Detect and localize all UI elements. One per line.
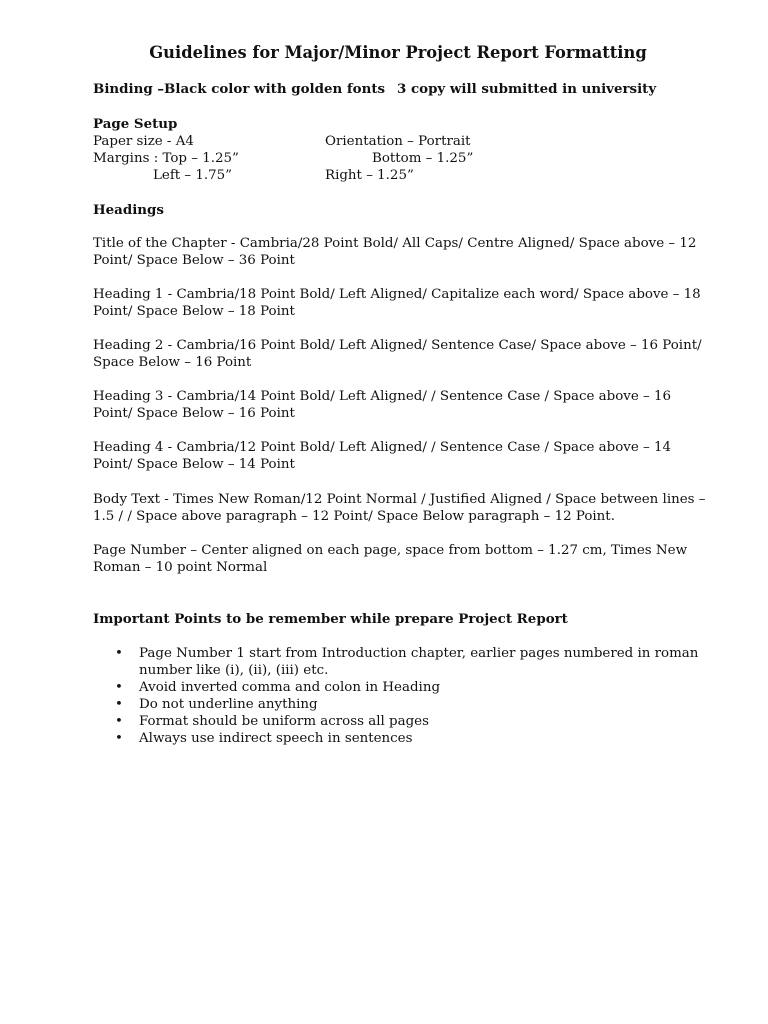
page-number-line-1: Page Number – Center aligned on each page, space from bottom – 1.27 cm, Times New [93,543,688,558]
list-item [93,713,698,730]
margins-left: Left – 1.75” [153,168,233,183]
binding-line [93,81,657,98]
chapter-title-line-2: Point/ Space Below – 36 Point [93,253,295,268]
body-text-line-2: 1.5 / / Space above paragraph – 12 Point/ Space Below paragraph – 12 Point. [93,509,615,524]
list-item-line-1: Page Number 1 start from Introduction chapter, earlier pages numbered in roman [139,646,699,661]
heading4-rule [93,439,703,473]
list-item [93,679,698,696]
page-number-rule [93,542,703,576]
list-item-text: Avoid inverted comma and colon in Heading [139,680,441,695]
heading2-rule [93,337,703,371]
heading2-line-1: Heading 2 - Cambria/16 Point Bold/ Left Aligned/ Sentence Case/ Space above – 16 Point/ [93,338,702,353]
important-points-heading: Important Points to be remember while prepare Project Report [93,611,568,627]
margins-bottom: Bottom – 1.25” [372,151,474,166]
margins-top: Margins : Top – 1.25” [93,151,239,166]
heading2-line-2: Space Below – 16 Point [93,355,252,370]
document-title: Guidelines for Major/Minor Project Report Formatting [149,43,647,62]
bullet-icon: • [115,714,123,729]
binding-label: Binding –Black color with golden fonts [93,81,386,97]
heading4-line-2: Point/ Space Below – 14 Point [93,457,295,472]
paper-size: Paper size - A4 [93,134,194,149]
heading1-rule [93,286,703,320]
copies-label: 3 copy will submitted in university [397,81,657,97]
heading1-line-1: Heading 1 - Cambria/18 Point Bold/ Left Aligned/ Capitalize each word/ Space above – 18 [93,287,701,302]
list-item-text: Always use indirect speech in sentences [139,731,413,746]
heading3-rule [93,388,703,422]
heading1-line-2: Point/ Space Below – 18 Point [93,304,295,319]
body-text-line-1: Body Text - Times New Roman/12 Point Normal / Justified Aligned / Space between lines – [93,492,706,507]
list-item-text: Do not underline anything [139,697,318,712]
margins-right: Right – 1.25” [325,168,414,183]
heading3-line-2: Point/ Space Below – 16 Point [93,406,295,421]
bullet-icon: • [115,731,123,746]
important-points-list [93,645,698,747]
chapter-title-line-1: Title of the Chapter - Cambria/28 Point Bold/ All Caps/ Centre Aligned/ Space above – 12 [93,236,697,251]
list-item-line-2: number like (i), (ii), (iii) etc. [139,663,329,678]
body-text-rule [93,491,706,525]
list-item-text: Format should be uniform across all pages [139,714,429,729]
list-item [93,696,698,713]
bullet-icon: • [115,680,123,695]
chapter-title-rule [93,235,703,269]
heading4-line-1: Heading 4 - Cambria/12 Point Bold/ Left Aligned/ / Sentence Case / Space above – 14 [93,440,672,455]
heading3-line-1: Heading 3 - Cambria/14 Point Bold/ Left Aligned/ / Sentence Case / Space above – 16 [93,389,672,404]
list-item [93,730,698,747]
orientation: Orientation – Portrait [325,134,471,149]
bullet-icon: • [115,646,123,661]
page-setup-heading: Page Setup [93,116,178,132]
page-number-line-2: Roman – 10 point Normal [93,560,268,575]
bullet-icon: • [115,697,123,712]
headings-section-heading: Headings [93,202,164,218]
list-item [93,645,698,679]
